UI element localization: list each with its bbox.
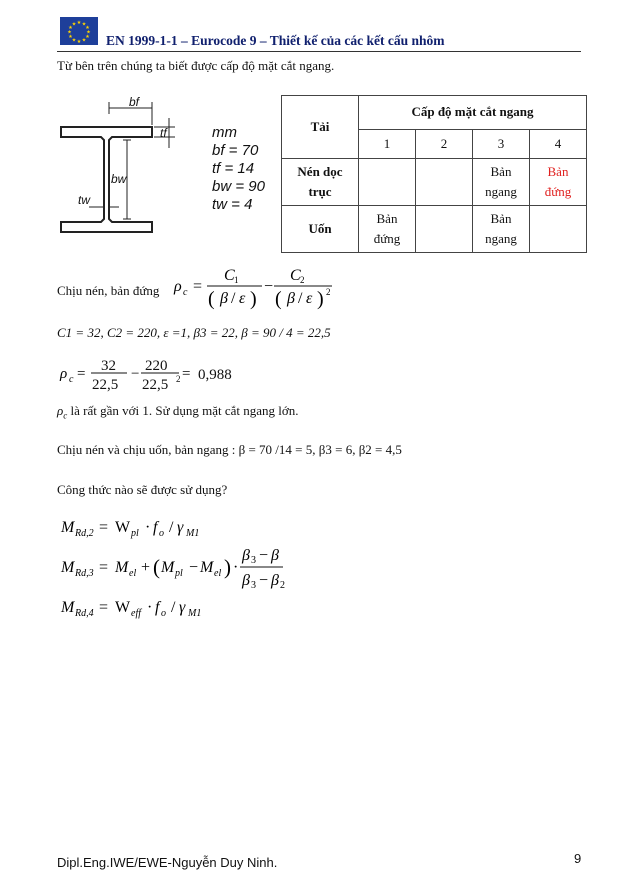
label-tw: tw [78,193,90,207]
label-tf: tf [160,126,167,140]
row-load-compression: Nén dọc trục [282,159,359,206]
dim-bf: bf = 70 [212,142,259,159]
svg-text:·: · [147,599,153,616]
svg-text:β: β [271,572,279,589]
svg-text:o: o [159,528,164,539]
svg-text:β: β [242,572,250,589]
calc-den2: 22,5 [142,377,169,393]
header-divider [57,51,581,52]
page-number: 9 [574,851,582,866]
table-cell [359,159,416,206]
table-cell-highlight: Bản đứng [530,159,587,206]
svg-text:el: el [129,568,137,579]
svg-text:−: − [189,559,199,576]
label-bf: bf [129,95,140,109]
svg-text:W: W [115,519,131,536]
svg-text:ρ: ρ [60,366,68,382]
calc-num1: 32 [101,358,116,374]
svg-text:W: W [115,599,131,616]
svg-text:−: − [264,278,274,295]
calc-exp: 2 [176,374,181,384]
rho-formula [172,262,342,317]
section1-params: C1 = 32, C2 = 220, ε =1, β3 = 22, β = 90 / 4 = 22,5 [57,325,331,340]
svg-text:β: β [287,290,295,307]
svg-text:−: − [259,547,269,564]
svg-text:pl: pl [131,528,139,539]
svg-text:γ: γ [177,519,184,536]
svg-text:C: C [224,267,235,284]
svg-text:/: / [231,290,236,307]
table-cell [416,159,473,206]
svg-text:M: M [161,559,175,576]
svg-text:M: M [61,519,75,536]
svg-text:★: ★ [76,39,82,45]
svg-text:★: ★ [68,25,73,31]
svg-text:/: / [298,290,303,307]
table-row [282,159,587,206]
svg-text:): ) [250,288,257,310]
section1-conclusion: $\rho_c$ là rất gần với 1. Sử dụng mặt cắt ngang lớn. [57,403,299,421]
svg-text:(: ( [275,288,282,310]
class-2-header: 2 [416,129,473,158]
svg-text:+: + [141,559,151,576]
svg-text:2: 2 [326,287,331,297]
svg-text:★: ★ [71,37,77,44]
svg-text:=: = [99,599,109,616]
svg-text:★: ★ [86,29,91,36]
svg-text:★: ★ [81,21,87,28]
calc-num2: 220 [145,358,168,374]
dimension-list [212,124,265,214]
table-header-class: Cấp độ mặt cắt ngang [359,96,587,130]
svg-text:=: = [182,366,191,382]
calc-den1: 22,5 [92,377,119,393]
svg-text:M: M [200,559,214,576]
svg-text:c: c [183,287,188,298]
table-cell [416,206,473,253]
table-cell: Bản đứng [359,206,416,253]
svg-text:·: · [233,559,239,576]
svg-text:Rd,2: Rd,2 [75,528,94,539]
dim-bw: bw = 90 [212,178,265,195]
svg-text:ρ: ρ [174,278,182,295]
svg-text:(: ( [153,555,160,579]
svg-text:3: 3 [251,580,256,591]
dim-tf: tf = 14 [212,160,255,177]
svg-text:β: β [242,547,250,564]
svg-text:): ) [317,288,324,310]
svg-text:M1: M1 [188,608,202,619]
intro-text: Từ bên trên chúng ta biết được cấp độ mặt cắt ngang. [57,58,335,73]
svg-text:=: = [99,519,109,536]
dim-tw: tw = 4 [212,196,253,213]
svg-text:★: ★ [85,34,90,40]
formula-block [57,510,337,625]
conclusion-text: là rất gần với 1. Sử dụng mặt cắt ngang lớn. [70,403,299,418]
svg-text:=: = [77,366,86,382]
svg-text:−: − [259,572,269,589]
question-text: Công thức nào sẽ được sử dụng? [57,482,228,497]
section2-text: Chịu nén và chịu uốn, bản ngang : β = 70 /14 = 5, β3 = 6, β2 = 4,5 [57,442,402,457]
svg-text:β: β [220,290,228,307]
svg-text:/: / [171,599,176,616]
svg-text:★: ★ [85,25,90,31]
svg-text:ε: ε [239,290,246,307]
svg-text:M: M [115,559,129,576]
svg-text:c: c [69,374,74,385]
svg-text:f: f [153,519,158,536]
footer-author: Dipl.Eng.IWE/EWE-Nguyễn Duy Ninh. [57,855,278,870]
svg-text:C: C [290,267,301,284]
table-header-load: Tải [282,96,359,159]
svg-text:=: = [99,559,109,576]
svg-text:−: − [131,366,140,382]
svg-text:o: o [161,608,166,619]
svg-text:): ) [224,555,231,579]
svg-text:Rd,3: Rd,3 [75,568,94,579]
unit-label: mm [212,124,237,141]
table-cell: Bản ngang [473,159,530,206]
svg-text:f: f [155,599,160,616]
svg-text:3: 3 [251,555,256,566]
class-4-header: 4 [530,129,587,158]
svg-text:β: β [271,547,279,564]
svg-text:M1: M1 [186,528,200,539]
svg-text:γ: γ [179,599,186,616]
svg-text:·: · [145,519,151,536]
svg-text:M: M [61,599,75,616]
svg-text:=: = [193,278,203,295]
svg-text:★: ★ [76,20,82,26]
class-1-header: 1 [359,129,416,158]
svg-text:Rd,4: Rd,4 [75,608,94,619]
eu-flag-logo [60,17,98,45]
row-load-bending: Uốn [282,206,359,253]
table-cell: Bản ngang [473,206,530,253]
svg-text:★: ★ [71,21,77,28]
svg-text:pl: pl [175,568,183,579]
calc-result: 0,988 [198,367,232,383]
svg-text:★: ★ [68,34,73,40]
svg-text:1: 1 [234,275,239,285]
svg-text:(: ( [208,288,215,310]
label-bw: bw [111,172,127,186]
section1-label: Chịu nén, bản đứng [57,283,160,298]
table-cell [530,206,587,253]
svg-text:eff: eff [131,608,141,619]
svg-text:el: el [214,568,222,579]
classification-table [281,95,587,253]
svg-text:★: ★ [81,37,87,44]
svg-text:★: ★ [67,29,72,36]
svg-text:2: 2 [280,580,285,591]
class-3-header: 3 [473,129,530,158]
svg-text:ε: ε [306,290,313,307]
svg-text:M: M [61,559,75,576]
svg-text:2: 2 [300,275,305,285]
table-row [282,206,587,253]
header-title: EN 1999-1-1 – Eurocode 9 – Thiết kế của các kết cấu nhôm [106,33,445,48]
svg-text:/: / [169,519,174,536]
